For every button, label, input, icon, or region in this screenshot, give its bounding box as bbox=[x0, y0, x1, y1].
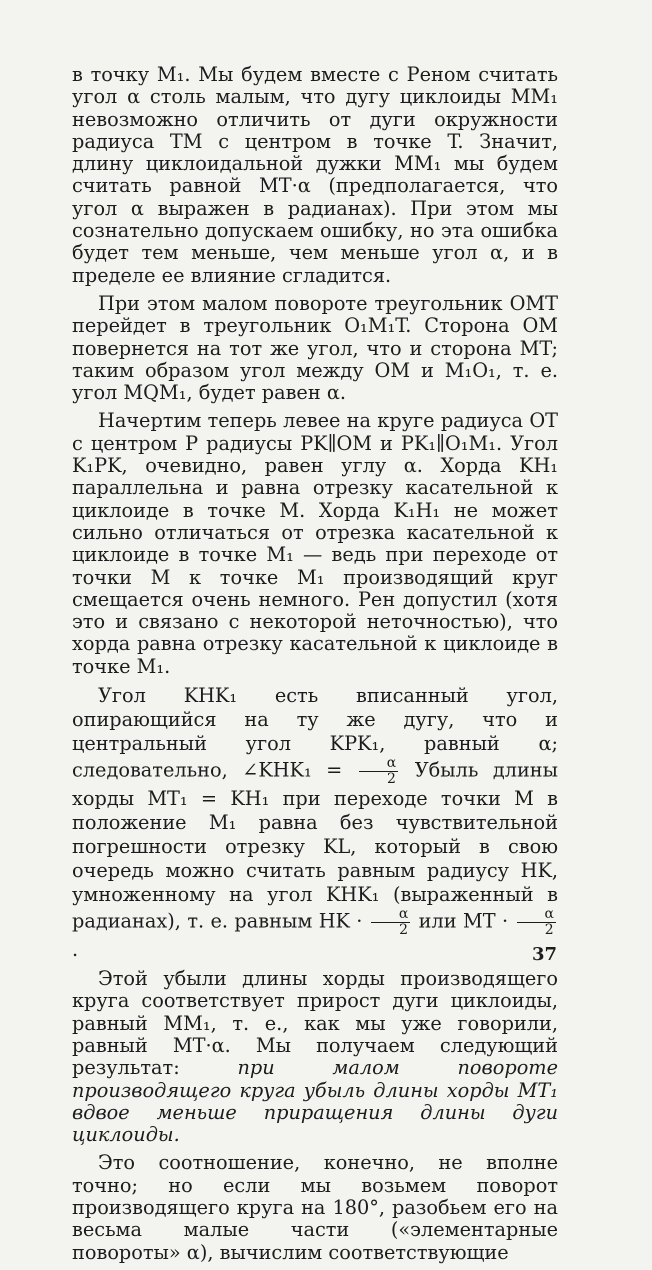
paragraph-4-segment-4: . bbox=[72, 938, 79, 962]
fraction-alpha-over-2-c bbox=[517, 907, 556, 938]
paragraph-5 bbox=[72, 968, 558, 1146]
paragraph-2: При этом малом повороте треугольник OMT перейдет в треугольник O₁M₁T. Сторона OM повернется на тот же угол, что и сторона MT; таким образом угол между OM и M₁O₁, т. е. угол MQM₁, будет равен α. bbox=[72, 291, 558, 405]
fraction-numerator: α bbox=[359, 756, 398, 772]
paragraph-4-segment-2: Убыль длины хорды MT₁ = KH₁ при переходе точки M в положение M₁ равна без чувствительной погрешности отрезку KL, который в свою очередь можно считать равным радиусу HK, умноженному на угол KHK₁ (выраженный в радианах), т. е. равным HK · bbox=[72, 758, 558, 933]
paragraph-4-segment-1: Угол KHK₁ есть вписанный угол, опирающийся на ту же дугу, что и центральный угол KPK₁, равный α; следовательно, ∠KHK₁ = bbox=[72, 684, 558, 782]
fraction-numerator: α bbox=[517, 907, 556, 923]
paragraph-6: Это соотношение, конечно, не вполне точно; но если мы возьмем поворот производящего круга на 180°, разобьем его на весьма малые части («элементарные повороты» α), вычислим соответствующие bbox=[72, 1151, 558, 1264]
paragraph-4 bbox=[72, 684, 558, 962]
paragraph-3: Начертим теперь левее на круге радиуса OT с центром P радиусы PK∥OM и PK₁∥O₁M₁. Угол K₁PK, очевидно, равен углу α. Хорда KH₁ параллельна и равна отрезку касательной к циклоиде в точке M. Хорда K₁H₁ не может сильно отличаться от отрезка касательной к циклоиде в точке M₁ — ведь при переходе от точки M к точке M₁ производящий круг смещается очень немного. Рен допустил (хотя это и связано с некоторой неточностью), что хорда равна отрезку касательной к циклоиде в точке M₁. bbox=[72, 409, 558, 678]
fraction-alpha-over-2-b bbox=[371, 907, 410, 938]
paragraph-5-emphasis: при малом повороте производящего круга убыль длины хорды MT₁ вдвое меньше приращения длины дуги циклоиды. bbox=[72, 1056, 558, 1147]
body-text bbox=[72, 64, 558, 1270]
fraction-denominator: 2 bbox=[544, 922, 554, 939]
paragraph-4-segment-3: или MT · bbox=[412, 909, 515, 933]
fraction-alpha-over-2-a bbox=[359, 756, 398, 787]
fraction-numerator: α bbox=[371, 907, 410, 923]
fraction-denominator: 2 bbox=[399, 922, 409, 939]
page-number: 37 bbox=[531, 944, 557, 965]
paragraph-5-text: Этой убыли длины хорды производящего круга соответствует прирост дуги циклоиды, равный MM₁, т. е., как мы уже говорили, равный MT·α. Мы получаем следующий результат: bbox=[72, 967, 558, 1080]
fraction-denominator: 2 bbox=[387, 771, 396, 788]
paragraph-1: в точку M₁. Мы будем вместе с Реном считать угол α столь малым, что дугу циклоиды MM₁ невозможно отличить от дуги окружности радиуса TM с центром в точке T. Значит, длину циклоидальной дужки MM₁ мы будем считать равной MT·α (предполагается, что угол α выражен в радианах). При этом мы сознательно допускаем ошибку, но эта ошибка будет тем меньше, чем меньше угол α, и в пределе ее влияние сгладится. bbox=[72, 63, 558, 287]
